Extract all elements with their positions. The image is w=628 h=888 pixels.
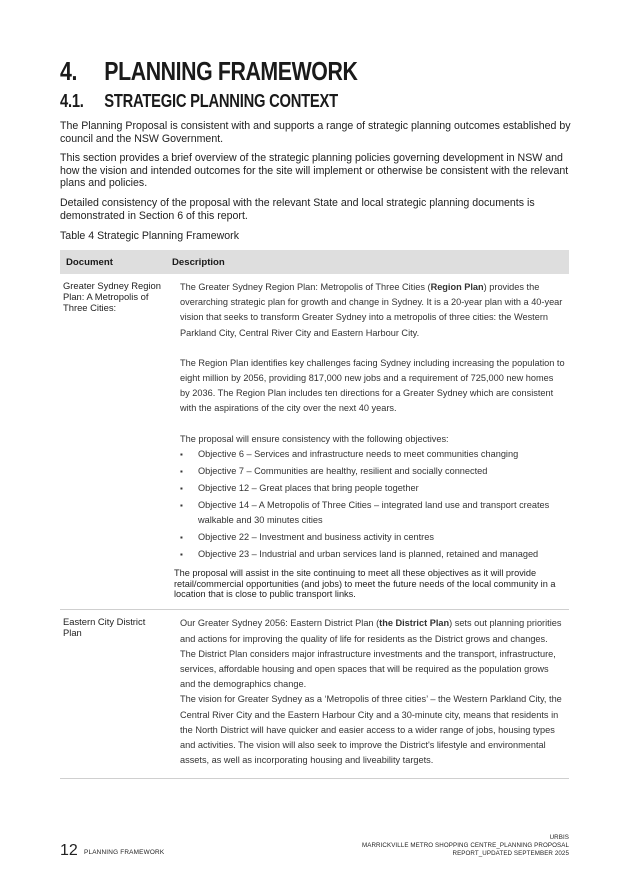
intro-paragraph-3: Detailed consistency of the proposal with the relevant State and local strategic planning documents is demonstrated in Section 6 of this report. bbox=[60, 197, 535, 222]
document-cell: Greater Sydney Region Plan: A Metropolis of Three Cities: bbox=[60, 274, 166, 610]
bullet-icon: ▪ bbox=[180, 550, 183, 560]
page-number: 12 bbox=[60, 842, 78, 859]
footer-project: MARRICKVILLE METRO SHOPPING CENTRE_PLANNING PROPOSAL bbox=[361, 842, 569, 849]
description-cell bbox=[166, 274, 569, 610]
text-run: ) provides the overarching strategic plan for growth and change in Sydney. It is a 20-year plan with a 40-year vision that seeks to transform Greater Sydney into a metropolis of three cities: the Western Parkland City, Central River City and Eastern Harbour City. bbox=[180, 282, 563, 338]
section-heading bbox=[60, 91, 338, 112]
header-document: Document bbox=[60, 250, 166, 274]
objective-text: Objective 14 – A Metropolis of Three Cities – integrated land use and transport creates walkable and 30 minutes cities bbox=[198, 499, 550, 526]
text-run: The Greater Sydney Region Plan: Metropolis of Three Cities ( bbox=[180, 282, 431, 292]
page-heading bbox=[60, 56, 357, 87]
bullet-icon: ▪ bbox=[180, 483, 183, 493]
list-item bbox=[180, 498, 565, 528]
table-row bbox=[60, 274, 569, 610]
description-paragraph: The Region Plan identifies key challenges facing Sydney including increasing the population to eight million by 2056, providing 817,000 new jobs and a requirement of 725,000 new homes by 2036. The Region Plan includes ten directions for a Greater Sydney which are consistent with the aspirations of the city over the next 40 years. bbox=[180, 357, 565, 414]
list-item bbox=[180, 464, 565, 479]
objectives-list bbox=[174, 447, 565, 562]
bullet-icon: ▪ bbox=[180, 466, 183, 476]
description-paragraph bbox=[174, 280, 565, 341]
objective-text: Objective 12 – Great places that bring people together bbox=[198, 482, 419, 493]
list-item bbox=[180, 547, 565, 562]
strategic-planning-table bbox=[60, 250, 569, 779]
subheading-title: STRATEGIC PLANNING CONTEXT bbox=[104, 91, 338, 111]
list-item bbox=[180, 481, 565, 496]
footer-section-label: PLANNING FRAMEWORK bbox=[84, 849, 165, 856]
description-paragraph: The vision for Greater Sydney as a ‘Metropolis of three cities’ – the Western Parkland City, the Central River City and the Eastern Harbour City and a 30-minute city, means that residents in the North District will have quicker and easier access to a wider range of jobs, housing types and activities. The vision will also seek to improve the District's lifestyle and environmental assets, as well as incorporating housing and liveability targets. bbox=[180, 694, 562, 766]
table-header-row bbox=[60, 250, 569, 274]
heading-title: PLANNING FRAMEWORK bbox=[104, 56, 358, 86]
description-paragraph bbox=[174, 616, 565, 646]
footer-brand: URBIS bbox=[549, 834, 569, 841]
bullet-icon: ▪ bbox=[180, 449, 183, 459]
objective-text: Objective 6 – Services and infrastructure needs to meet communities changing bbox=[198, 448, 519, 459]
description-paragraph: The District Plan considers major infrastructure investments and the transport, infrastructure, services, affordable housing and open spaces that will be required as the population grows and the demographics change. bbox=[180, 648, 556, 690]
description-cell bbox=[166, 610, 569, 779]
table-caption: Table 4 Strategic Planning Framework bbox=[60, 230, 240, 242]
defined-term: the District Plan bbox=[379, 618, 450, 629]
heading-number: 4. bbox=[60, 56, 77, 86]
text-run: ) sets out planning priorities and actions for improving the quality of life for residents as the District grows and changes. bbox=[180, 618, 562, 644]
closing-paragraph: The proposal will assist in the site continuing to meet all these objectives as it will provide retail/commercial opportunities (and jobs) to meet the future needs of the local community in a location that is close to public transport links. bbox=[174, 568, 556, 600]
header-description: Description bbox=[166, 250, 569, 274]
intro-paragraph-1: The Planning Proposal is consistent with and supports a range of strategic planning outcomes established by council and the NSW Government. bbox=[60, 120, 571, 145]
bullet-icon: ▪ bbox=[180, 500, 183, 510]
table-row bbox=[60, 610, 569, 779]
text-run: Our Greater Sydney 2056: Eastern District Plan ( bbox=[180, 618, 380, 629]
objective-text: Objective 7 – Communities are healthy, resilient and socially connected bbox=[198, 465, 488, 476]
intro-paragraph-2: This section provides a brief overview of the strategic planning policies governing development in NSW and how the vision and intended outcomes for the site will implement or otherwise be consistent with the relevant plans and policies. bbox=[60, 152, 569, 189]
subheading-number: 4.1. bbox=[60, 91, 84, 111]
document-cell: Eastern City District Plan bbox=[60, 610, 166, 779]
objective-text: Objective 22 – Investment and business activity in centres bbox=[198, 532, 434, 543]
bullet-icon: ▪ bbox=[180, 533, 183, 543]
list-item bbox=[180, 447, 565, 462]
objective-text: Objective 23 – Industrial and urban services land is planned, retained and managed bbox=[198, 549, 539, 560]
list-item bbox=[180, 530, 565, 545]
footer-report: REPORT_UPDATED SEPTEMBER 2025 bbox=[452, 850, 569, 857]
objectives-intro: The proposal will ensure consistency with the following objectives: bbox=[180, 433, 449, 444]
defined-term: Region Plan bbox=[430, 282, 484, 292]
